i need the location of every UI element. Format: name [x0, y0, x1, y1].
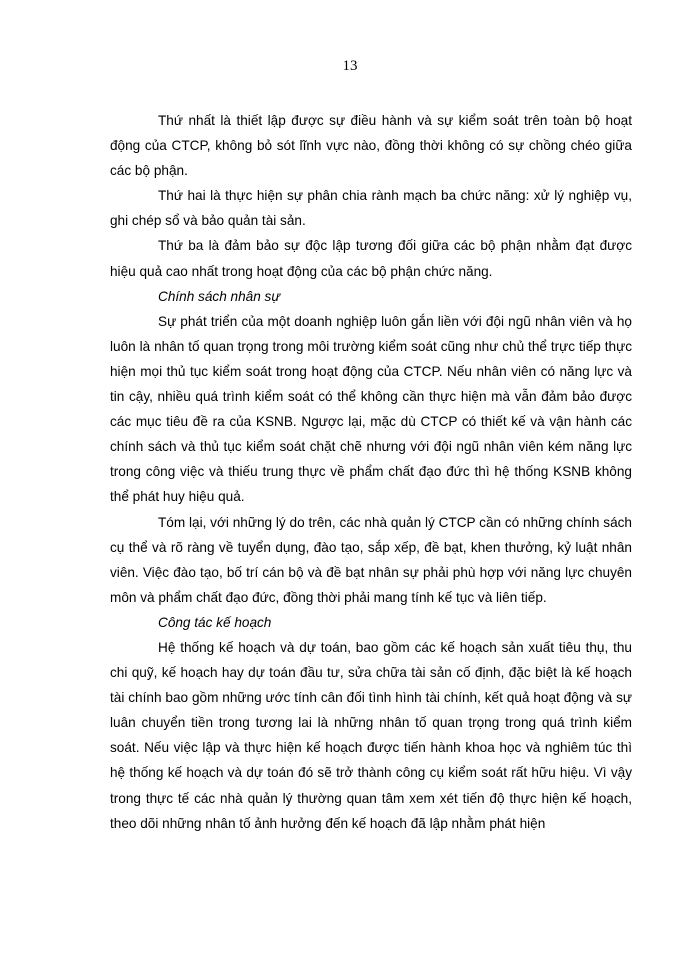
paragraph: Thứ ba là đảm bảo sự độc lập tương đối giữa các bộ phận nhằm đạt được hiệu quả cao nhất trong hoạt động của các bộ phận chức năng.	[110, 238, 632, 279]
paragraph: Thứ hai là thực hiện sự phân chia rành mạch ba chức năng: xử lý nghiệp vụ, ghi chép sổ và bảo quản tài sản.	[110, 188, 632, 229]
paragraph: Thứ nhất là thiết lập được sự điều hành và sự kiểm soát trên toàn bộ hoạt động của CTCP, không bỏ sót lĩnh vực nào, đồng thời không có sự chồng chéo giữa các bộ phận.	[110, 113, 632, 179]
paragraph: Hệ thống kế hoạch và dự toán, bao gồm các kế hoạch sản xuất tiêu thụ, thu chi quỹ, kế hoạch hay dự toán đầu tư, sửa chữa tài sản cố định, đặc biệt là kế hoạch tài chính bao gồm những ước tính cân đối tình hình tài chính, kết quả hoạt động và sự luân chuyển tiền trong tương lai là những nhân tố quan trọng trong quá trình kiểm soát. Nếu việc lập và thực hiện kế hoạch được tiến hành khoa học và nghiêm túc thì hệ thống kế hoạch và dự toán đó sẽ trở thành công cụ kiểm soát rất hữu hiệu. Vì vậy trong thực tế các nhà quản lý thường quan tâm xem xét tiến độ thực hiện kế hoạch, theo dõi những nhân tố ảnh hưởng đến kế hoạch đã lập nhằm phát hiện	[110, 639, 632, 831]
section-heading: Công tác kế hoạch	[158, 614, 272, 630]
paragraph: Sự phát triển của một doanh nghiệp luôn gắn liền với đội ngũ nhân viên và họ luôn là nhân tố quan trọng trong môi trường kiểm soát cũng như chủ thể trực tiếp thực hiện mọi thủ tục kiểm soát trong hoạt động của CTCP. Nếu nhân viên có năng lực và tin cậy, nhiều quá trình kiểm soát có thể không cần thực hiện mà vẫn đảm bảo được các mục tiêu đề ra của KSNB. Ngược lại, mặc dù CTCP có thiết kế và vận hành các chính sách và thủ tục kiểm soát chặt chẽ nhưng với đội ngũ nhân viên kém năng lực trong công việc và thiếu trung thực về phẩm chất đạo đức thì hệ thống KSNB không thể phát huy hiệu quả.	[110, 313, 632, 505]
section-heading: Chính sách nhân sự	[158, 288, 280, 304]
document-body	[110, 108, 632, 836]
page-number: 13	[342, 58, 358, 74]
paragraph: Tóm lại, với những lý do trên, các nhà quản lý CTCP cần có những chính sách cụ thể và rõ ràng về tuyển dụng, đào tạo, sắp xếp, đề bạt, khen thưởng, kỷ luật nhân viên. Việc đào tạo, bố trí cán bộ và đề bạt nhân sự phải phù hợp với năng lực chuyên môn và phẩm chất đạo đức, đồng thời phải mang tính kế tục và liên tiếp.	[110, 514, 632, 605]
